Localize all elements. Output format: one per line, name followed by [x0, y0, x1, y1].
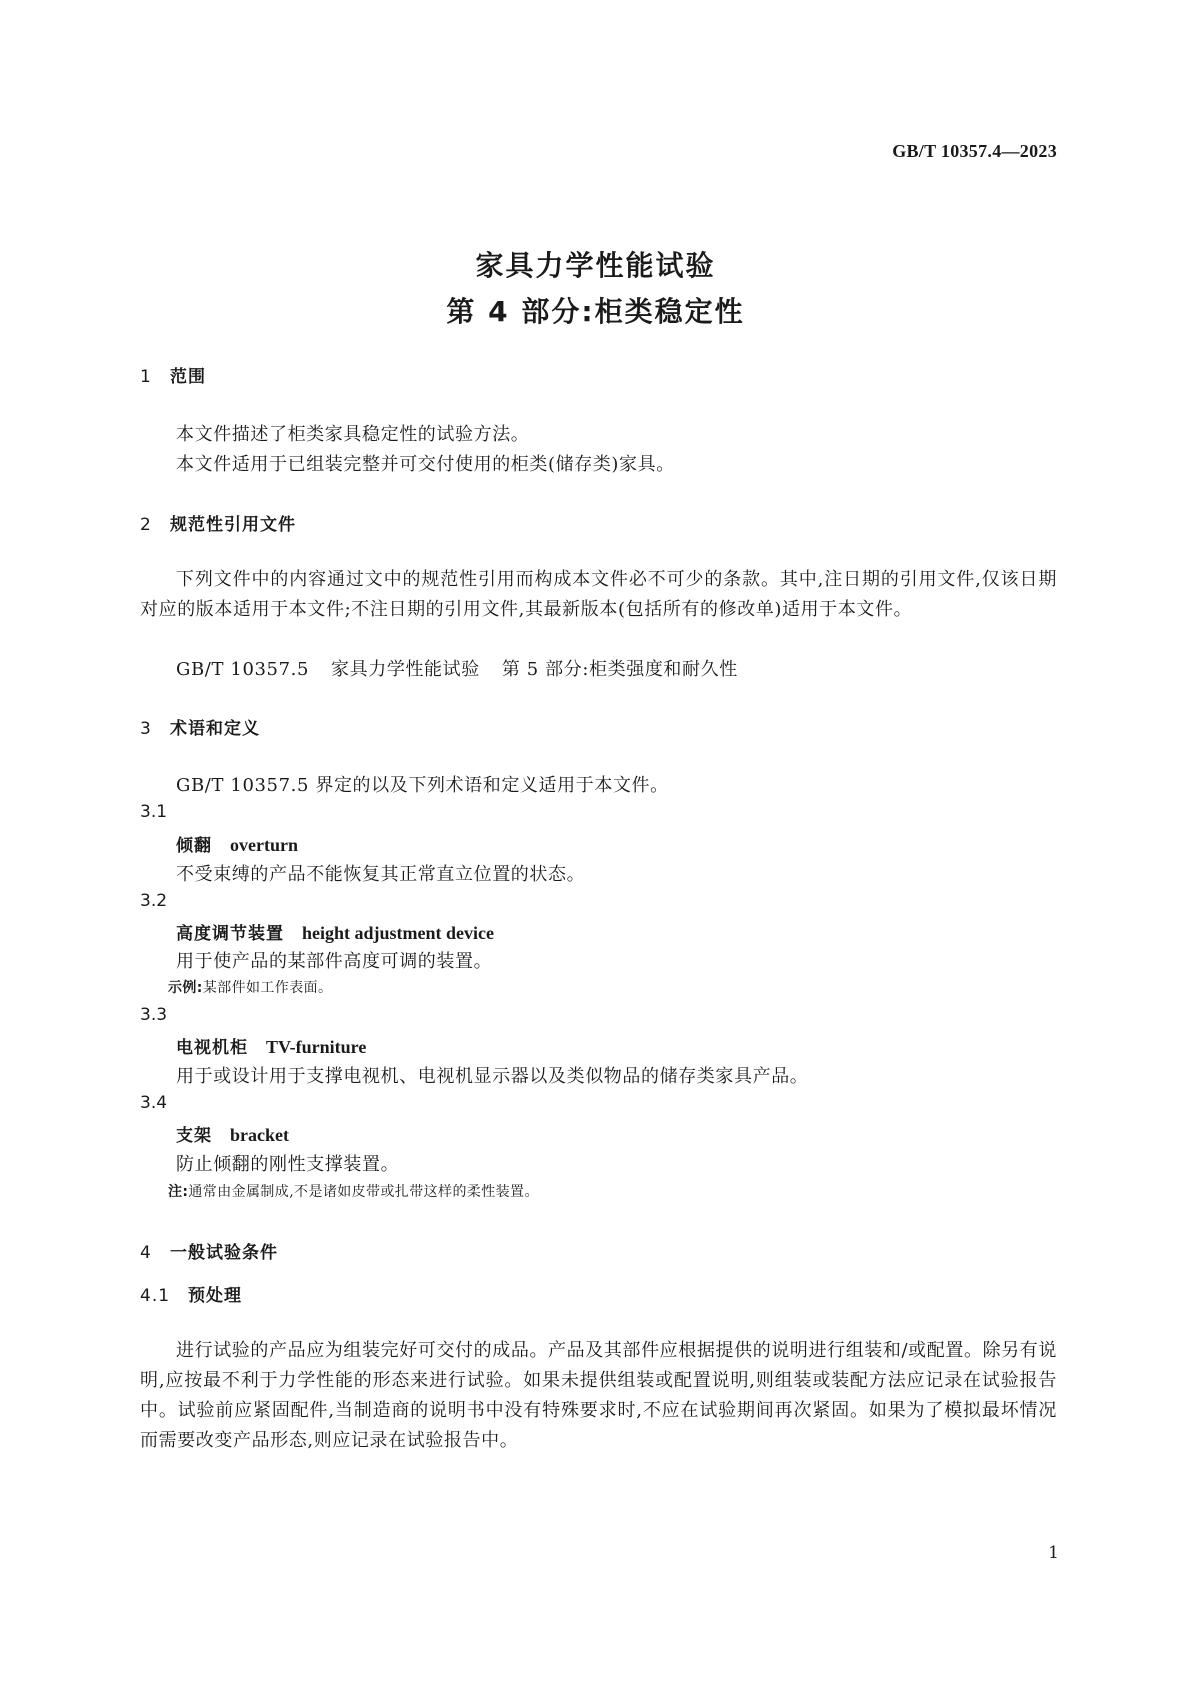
section-heading-terms: [140, 714, 260, 739]
reference-title: 家具力学性能试验: [331, 659, 480, 680]
term-heading: [176, 831, 298, 856]
term-heading: [176, 919, 494, 944]
subsection-heading-preconditioning: [140, 1281, 242, 1306]
term-heading: [176, 1121, 289, 1146]
term-chinese: 高度调节装置: [176, 924, 284, 944]
term-chinese: 电视机柜: [176, 1038, 248, 1058]
term-heading: [176, 1033, 366, 1058]
normative-references-paragraph: 下列文件中的内容通过文中的规范性引用而构成本文件必不可少的条款。其中,注日期的引用文件,仅该日期对应的版本适用于本文件;不注日期的引用文件,其最新版本(包括所有的修改单)适用于本文件。: [140, 569, 1057, 620]
section-heading-general-test-conditions: [140, 1238, 278, 1263]
reference-code: GB/T 10357.5: [176, 659, 310, 680]
document-title-line2: 第 4 部分:柜类稳定性: [446, 295, 745, 328]
term-chinese: 倾翻: [176, 836, 212, 856]
document-title-line1: 家具力学性能试验: [475, 249, 716, 282]
term-english: height adjustment device: [302, 923, 494, 943]
term-example: [168, 977, 332, 997]
section-title: 范围: [170, 367, 206, 387]
section-number: 3: [140, 719, 152, 739]
scope-paragraph-2: 本文件适用于已组装完整并可交付使用的柜类(储存类)家具。: [176, 454, 675, 475]
term-number: 3.1: [140, 802, 168, 822]
term-note: [168, 1181, 539, 1201]
section-number: 2: [140, 515, 152, 535]
example-label: 示例:: [168, 980, 203, 996]
term-definition: 用于或设计用于支撑电视机、电视机显示器以及类似物品的储存类家具产品。: [176, 1066, 809, 1087]
note-text: 通常由金属制成,不是诸如皮带或扎带这样的柔性装置。: [188, 1184, 539, 1200]
terms-intro: GB/T 10357.5 界定的以及下列术语和定义适用于本文件。: [176, 775, 669, 796]
section-title: 术语和定义: [170, 719, 260, 739]
subsection-title: 预处理: [188, 1286, 242, 1306]
term-number: 3.4: [140, 1093, 168, 1113]
example-text: 某部件如工作表面。: [202, 980, 333, 996]
preconditioning-paragraph: 进行试验的产品应为组装完好可交付的成品。产品及其部件应根据提供的说明进行组装和/或配置。除另有说明,应按最不利于力学性能的形态来进行试验。如果未提供组装或配置说明,则组装或装配方法应记录在试验报告中。试验前应紧固配件,当制造商的说明书中没有特殊要求时,不应在试验期间再次紧固。如果为了模拟最坏情况而需要改变产品形态,则应记录在试验报告中。: [140, 1340, 1057, 1451]
section-title: 规范性引用文件: [170, 515, 296, 535]
term-definition: 防止倾翻的刚性支撑装置。: [176, 1154, 400, 1175]
section-number: 1: [140, 367, 152, 387]
term-number: 3.2: [140, 891, 168, 911]
term-chinese: 支架: [176, 1126, 212, 1146]
term-definition: 用于使产品的某部件高度可调的装置。: [176, 951, 493, 972]
section-heading-normative-references: [140, 510, 296, 535]
term-english: overturn: [230, 835, 298, 855]
subsection-number: 4.1: [140, 1286, 171, 1306]
scope-paragraph-1: 本文件描述了柜类家具稳定性的试验方法。: [176, 424, 530, 445]
term-definition: 不受束缚的产品不能恢复其正常直立位置的状态。: [176, 864, 586, 885]
note-label: 注:: [168, 1184, 189, 1200]
reference-part: 第 5 部分:柜类强度和耐久性: [501, 659, 738, 680]
normative-reference-entry: [176, 655, 738, 681]
section-title: 一般试验条件: [170, 1243, 278, 1263]
term-english: bracket: [230, 1125, 289, 1145]
standard-number: GB/T 10357.4—2023: [892, 141, 1057, 161]
term-english: TV-furniture: [266, 1037, 367, 1057]
page-number: 1: [1048, 1543, 1059, 1563]
section-heading-scope: [140, 362, 206, 387]
section-number: 4: [140, 1243, 152, 1263]
term-number: 3.3: [140, 1005, 168, 1025]
